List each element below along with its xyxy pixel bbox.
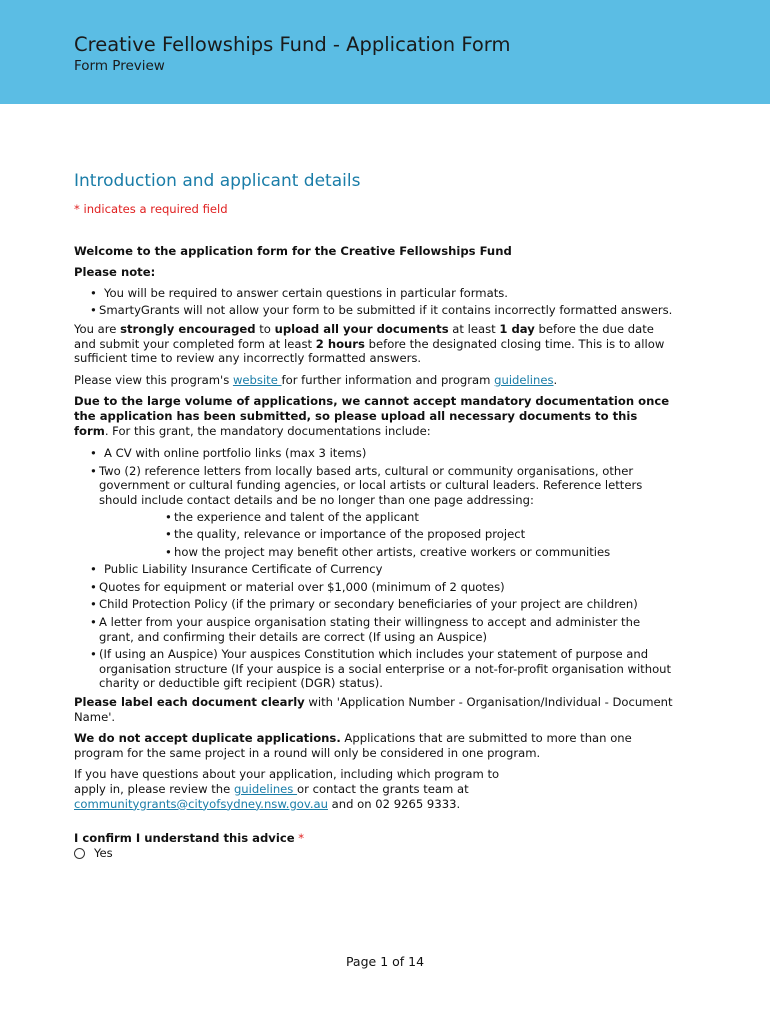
radio-button[interactable] bbox=[74, 848, 85, 859]
text: Please view this program's bbox=[74, 372, 233, 387]
list-item: • Quotes for equipment or material over $1,000 (minimum of 2 quotes) bbox=[99, 580, 674, 595]
list-item: • You will be required to answer certain questions in particular formats. bbox=[99, 286, 674, 301]
website-link[interactable]: website bbox=[232, 372, 282, 387]
page-number: Page 1 of 14 bbox=[345, 954, 425, 969]
mandatory-paragraph bbox=[74, 394, 674, 438]
text: before the designated closing time. This is to allow sufficient time to review any incorrectly formatted answers. bbox=[74, 336, 665, 366]
radio-label: Yes bbox=[94, 845, 113, 860]
page-header bbox=[0, 0, 770, 104]
encouraged-paragraph bbox=[74, 322, 674, 366]
yes-radio-option[interactable] bbox=[74, 846, 674, 861]
bold-text: 2 hours bbox=[315, 336, 365, 351]
required-star: * bbox=[298, 831, 305, 846]
form-content bbox=[74, 170, 674, 860]
confirm-question bbox=[74, 831, 674, 846]
text: Applications that are submitted to more than one program for the same project in a round will only be considered in one program. bbox=[74, 731, 632, 760]
email-link[interactable]: communitygrants@cityofsydney.nsw.gov.au bbox=[74, 796, 328, 811]
bold-text: We do not accept duplicate applications. bbox=[74, 731, 341, 746]
section-title: Introduction and applicant details bbox=[74, 171, 361, 191]
list-item: • Child Protection Policy (if the primary or secondary beneficiaries of your project are children) bbox=[99, 597, 674, 612]
sub-list-item: • the quality, relevance or importance of the proposed project bbox=[174, 527, 674, 542]
text: . For this grant, the mandatory documentations include: bbox=[104, 423, 431, 438]
text: If you have questions about your application, including which program to apply in, please review the bbox=[74, 767, 500, 796]
welcome-heading bbox=[74, 244, 674, 259]
guidelines-link-2[interactable]: guidelines bbox=[233, 782, 298, 796]
label-paragraph bbox=[74, 695, 674, 724]
list-item: • A letter from your auspice organisation stating their willingness to accept and administer the grant, and confirming their details are correct (If using an Auspice) bbox=[99, 615, 674, 644]
text: and on 02 9265 9333. bbox=[328, 796, 461, 811]
sub-list-item: • the experience and talent of the applicant bbox=[174, 510, 674, 525]
text: or contact the grants team at bbox=[297, 782, 469, 796]
text: with 'Application Number - Organisation/Individual - Document Name'. bbox=[74, 695, 673, 724]
guidelines-link[interactable]: guidelines bbox=[494, 372, 554, 387]
list-item-text: Two (2) reference letters from locally based arts, cultural or community organisations, other government or cultural funding agencies, or local artists or cultural leaders. Reference letters should include contact details and be no longer than one page addressing: bbox=[99, 463, 643, 507]
sub-list-item: • how the project may benefit other artists, creative workers or communities bbox=[174, 545, 674, 560]
bold-text: Please label each document clearly bbox=[74, 695, 305, 710]
notes-list bbox=[74, 286, 674, 318]
bold-text: 1 day bbox=[499, 321, 535, 336]
list-item: • A CV with online portfolio links (max 3 items) bbox=[99, 446, 674, 461]
view-paragraph bbox=[74, 373, 674, 388]
list-item: • SmartyGrants will not allow your form to be submitted if it contains incorrectly formatted answers. bbox=[99, 303, 674, 318]
bold-text: strongly encouraged bbox=[120, 321, 256, 336]
form-subtitle: Form Preview bbox=[74, 58, 165, 74]
questions-paragraph bbox=[74, 767, 534, 811]
text: before the due date and submit your completed form at least bbox=[74, 321, 654, 351]
text: for further information and program bbox=[281, 372, 495, 387]
form-title: Creative Fellowships Fund - Application Form bbox=[74, 33, 511, 56]
please-note-text: Please note: bbox=[74, 265, 156, 280]
text: to bbox=[255, 321, 275, 336]
text: . bbox=[553, 372, 558, 387]
welcome-text: Welcome to the application form for the Creative Fellowships Fund bbox=[74, 243, 512, 258]
list-item bbox=[99, 464, 674, 560]
text: at least bbox=[448, 321, 500, 336]
bold-text: Due to the large volume of applications, we cannot accept mandatory documentation once the application has been submitted, so please upload all necessary documents to this form bbox=[74, 394, 670, 438]
bold-text: upload all your documents bbox=[274, 321, 449, 336]
text: You are bbox=[74, 321, 121, 336]
confirm-label: I confirm I understand this advice bbox=[74, 831, 295, 846]
please-note-heading bbox=[74, 265, 674, 280]
list-item: • Public Liability Insurance Certificate of Currency bbox=[99, 562, 674, 577]
duplicate-paragraph bbox=[74, 731, 674, 760]
sub-list bbox=[99, 510, 674, 560]
list-item: • (If using an Auspice) Your auspices Constitution which includes your statement of purpose and organisation structure (If your auspice is a social enterprise or a not-for-profit organisation without charity or deductible gift recipient (DGR) status). bbox=[99, 647, 674, 691]
mandatory-list bbox=[74, 446, 674, 691]
required-note: * indicates a required field bbox=[74, 202, 228, 216]
